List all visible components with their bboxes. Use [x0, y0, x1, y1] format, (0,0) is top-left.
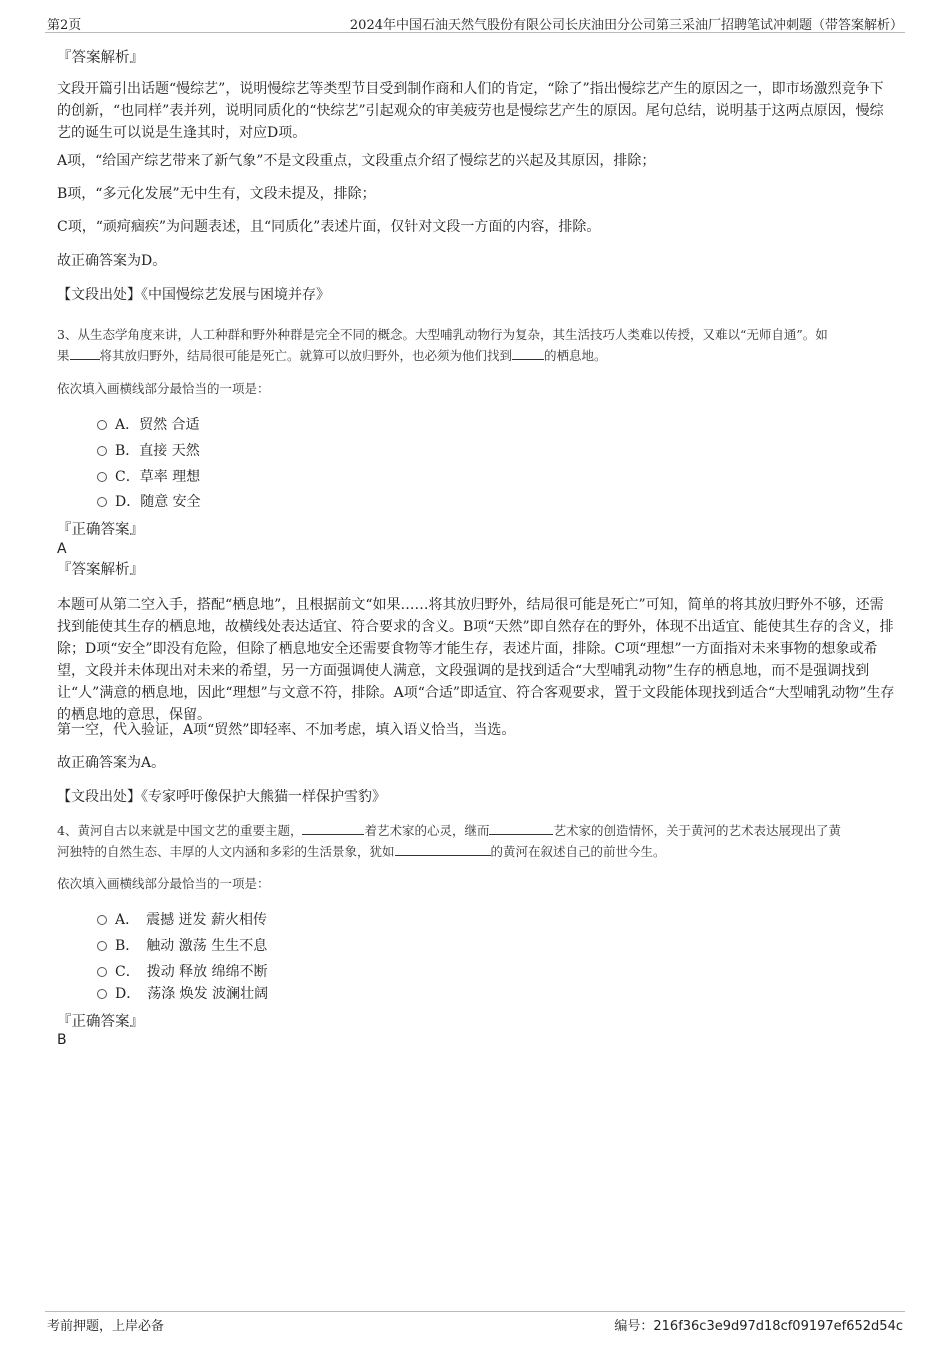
radio-icon[interactable] — [97, 472, 107, 482]
q3-source: 【文段出处】《专家呼吁像保护大熊猫一样保护雪豹》 — [57, 789, 386, 805]
blank-2 — [489, 820, 553, 835]
blank-1 — [302, 820, 364, 835]
radio-icon[interactable] — [97, 967, 107, 977]
q4-stem-line2: 河独特的自然生态、丰厚的人文内涵和多彩的生活景象，犹如 的黄河在叙述自己的前世今生。 — [57, 841, 895, 862]
radio-icon[interactable] — [97, 915, 107, 925]
radio-icon[interactable] — [97, 446, 107, 456]
q3-answer-label: 『正确答案』 — [57, 522, 144, 538]
q3-option-a[interactable]: A．贸然 合适 — [97, 414, 200, 434]
q4-stem-line1: 4、黄河自古以来就是中国文艺的重要主题， 着艺术家的心灵，继而 艺术家的创造情怀，关于黄河的艺术表达展现出了黄 — [57, 820, 895, 841]
q3-option-c[interactable]: C．草率 理想 — [97, 466, 200, 486]
q3-stem-line1: 3、从生态学角度来讲，人工种群和野外种群是完全不同的概念。大型哺乳动物行为复杂，其生活技巧人类难以传授，又难以“无师自通”。如 — [57, 327, 828, 342]
q4-answer-label: 『正确答案』 — [57, 1014, 144, 1030]
q4-option-d[interactable]: D． 荡涤 焕发 波澜壮阔 — [97, 983, 268, 1003]
q3-analysis: 本题可从第二空入手，搭配“栖息地”，且根据前文“如果……将其放归野外，结局很可能是死亡”可知，简单的将其放归野外不够，还需找到能使其生存的栖息地，故横线处表达适宜、符合要求的含义。B项“天然”即自然存在的野外，体现不出适宜、能使其生存的含义，排除；D项“安全”即没有危险，但除了栖息地安全还需要食物等才能生存，表述片面，排除。C项“理想”一方面指对未来事物的想象或希望，文段并未体现出对未来的希望，另一方面强调使人满意，文段强调的是找到适合“大型哺乳动物”生存的栖息地，而不是强调找到让“人”满意的栖息地，因此“理想”与文意不符，排除。A项“合适”即适宜、符合客观要求，置于文段能体现找到适合“大型哺乳动物”生存的栖息地的意思，保留。 — [57, 597, 895, 723]
footer-slogan: 考前押题，上岸必备 — [47, 1319, 165, 1334]
radio-icon[interactable] — [97, 989, 107, 999]
page-footer — [45, 1311, 905, 1334]
radio-icon[interactable] — [97, 420, 107, 430]
q4-stem — [57, 820, 895, 862]
q3-analysis-2: 第一空，代入验证，A项“贸然”即轻率、不加考虑，填入语义恰当，当选。 — [57, 722, 516, 738]
q4-instruction: 依次填入画横线部分最恰当的一项是： — [57, 876, 270, 891]
q3-instruction: 依次填入画横线部分最恰当的一项是： — [57, 381, 270, 396]
q3-option-d[interactable]: D．随意 安全 — [97, 491, 201, 511]
page-header — [45, 14, 905, 33]
q2-analysis-label: 『答案解析』 — [57, 50, 144, 66]
q2-source: 【文段出处】《中国慢综艺发展与困境并存》 — [57, 287, 330, 303]
page-number: 第2页 — [47, 18, 82, 33]
q4-option-a[interactable]: A． 震撼 迸发 薪火相传 — [97, 909, 267, 929]
document-title: 2024年中国石油天然气股份有限公司长庆油田分公司第三采油厂招聘笔试冲刺题（带答案解析） — [349, 18, 903, 33]
blank-3 — [395, 841, 491, 856]
q2-analysis-option-a: A项，“给国产综艺带来了新气象”不是文段重点，文段重点介绍了慢综艺的兴起及其原因，排除； — [57, 153, 656, 169]
blank-2 — [512, 345, 544, 360]
q4-option-c[interactable]: C． 拨动 释放 绵绵不断 — [97, 961, 268, 981]
q2-analysis-option-b: B项，“多元化发展”无中生有，文段未提及，排除； — [57, 186, 376, 202]
document-code: 编号：216f36c3e9d97d18cf09197ef652d54c — [614, 1319, 903, 1334]
q2-analysis-option-c: C项，“顽疴痼疾”为问题表述，且“同质化”表述片面，仅针对文段一方面的内容，排除。 — [57, 219, 601, 235]
q2-conclusion: 故正确答案为D。 — [57, 253, 167, 269]
q4-answer: B — [57, 1032, 67, 1048]
q3-stem — [57, 325, 895, 366]
q3-conclusion: 故正确答案为A。 — [57, 755, 166, 771]
q2-analysis-para: 文段开篇引出话题“慢综艺”，说明慢综艺等类型节目受到制作商和人们的肯定，“除了”指出慢综艺产生的原因之一，即市场激烈竞争下的创新，“也同样”表并列，说明同质化的“快综艺”引起观众的审美疲劳也是慢综艺产生的原因。尾句总结，说明基于这两点原因，慢综艺的诞生可以说是生逢其时，对应D项。 — [57, 81, 884, 141]
q3-answer: A — [57, 541, 67, 557]
blank-1 — [70, 345, 100, 360]
radio-icon[interactable] — [97, 497, 107, 507]
q4-option-b[interactable]: B． 触动 激荡 生生不息 — [97, 935, 267, 955]
q3-option-b[interactable]: B．直接 天然 — [97, 440, 200, 460]
q3-stem-line2: 果 将其放归野外，结局很可能是死亡。就算可以放归野外，也必须为他们找到 的栖息地。 — [57, 345, 895, 366]
radio-icon[interactable] — [97, 941, 107, 951]
q3-analysis-label: 『答案解析』 — [57, 562, 144, 578]
